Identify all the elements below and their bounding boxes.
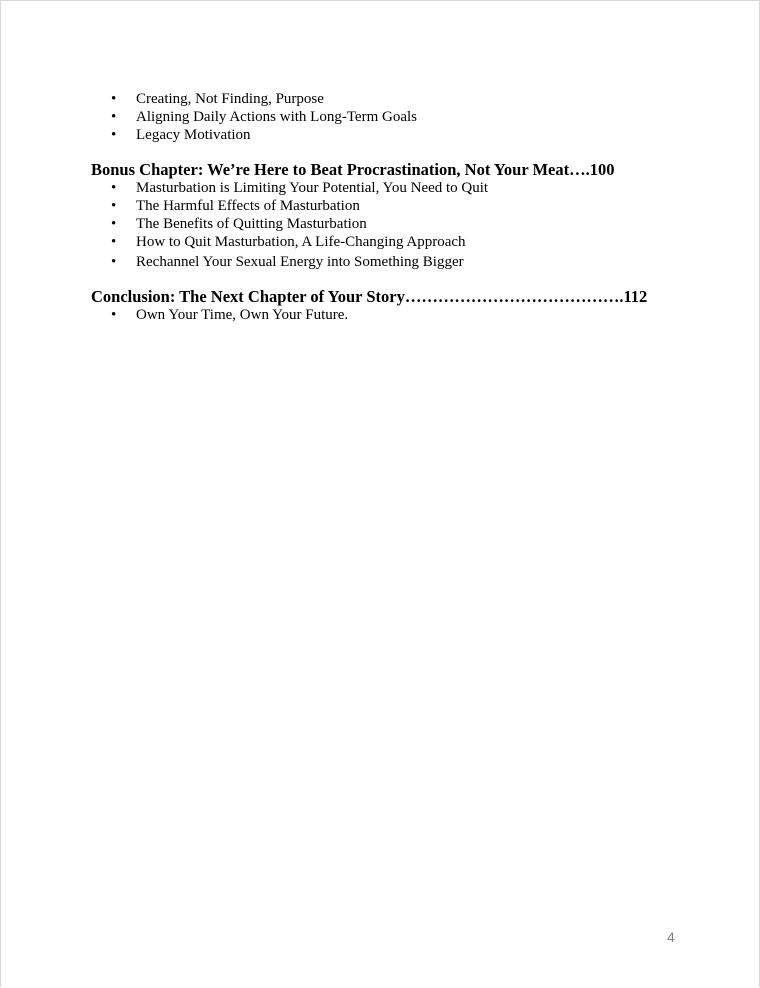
table-of-contents — [91, 90, 671, 324]
list-item-text: Own Your Time, Own Your Future. — [136, 307, 349, 323]
list-item — [91, 179, 671, 197]
bullet-icon: • — [111, 254, 117, 270]
bonus-chapter-items — [91, 179, 671, 271]
list-item — [91, 126, 671, 144]
previous-chapter-items — [91, 90, 671, 144]
list-item — [91, 90, 671, 108]
bullet-icon: • — [111, 198, 117, 214]
list-item — [91, 108, 671, 126]
list-item — [91, 215, 671, 233]
list-item — [91, 197, 671, 215]
bullet-icon: • — [111, 127, 117, 143]
list-item-text: Masturbation is Limiting Your Potential, You Need to Quit — [136, 180, 489, 196]
bullet-icon: • — [111, 180, 117, 196]
bullet-icon: • — [111, 234, 117, 250]
list-item-text: The Benefits of Quitting Masturbation — [136, 216, 367, 232]
list-item — [91, 253, 671, 271]
bullet-icon: • — [111, 109, 117, 125]
list-item-text: Legacy Motivation — [136, 127, 251, 143]
conclusion-heading: Conclusion: The Next Chapter of Your Story………………………………….112 — [91, 287, 648, 306]
page-number: 4 — [667, 929, 675, 945]
list-item-text: Aligning Daily Actions with Long-Term Goals — [136, 109, 418, 125]
list-item — [91, 306, 671, 324]
list-item-text: How to Quit Masturbation, A Life-Changing Approach — [136, 234, 466, 250]
list-item — [91, 233, 671, 251]
list-item-text: The Harmful Effects of Masturbation — [136, 198, 360, 214]
list-item-text: Rechannel Your Sexual Energy into Something Bigger — [136, 254, 464, 270]
conclusion-items — [91, 306, 671, 324]
bullet-icon: • — [111, 91, 117, 107]
bonus-chapter-heading: Bonus Chapter: We’re Here to Beat Procrastination, Not Your Meat….100 — [91, 160, 615, 179]
bullet-icon: • — [111, 216, 117, 232]
bullet-icon: • — [111, 307, 117, 323]
list-item-text: Creating, Not Finding, Purpose — [136, 91, 324, 107]
